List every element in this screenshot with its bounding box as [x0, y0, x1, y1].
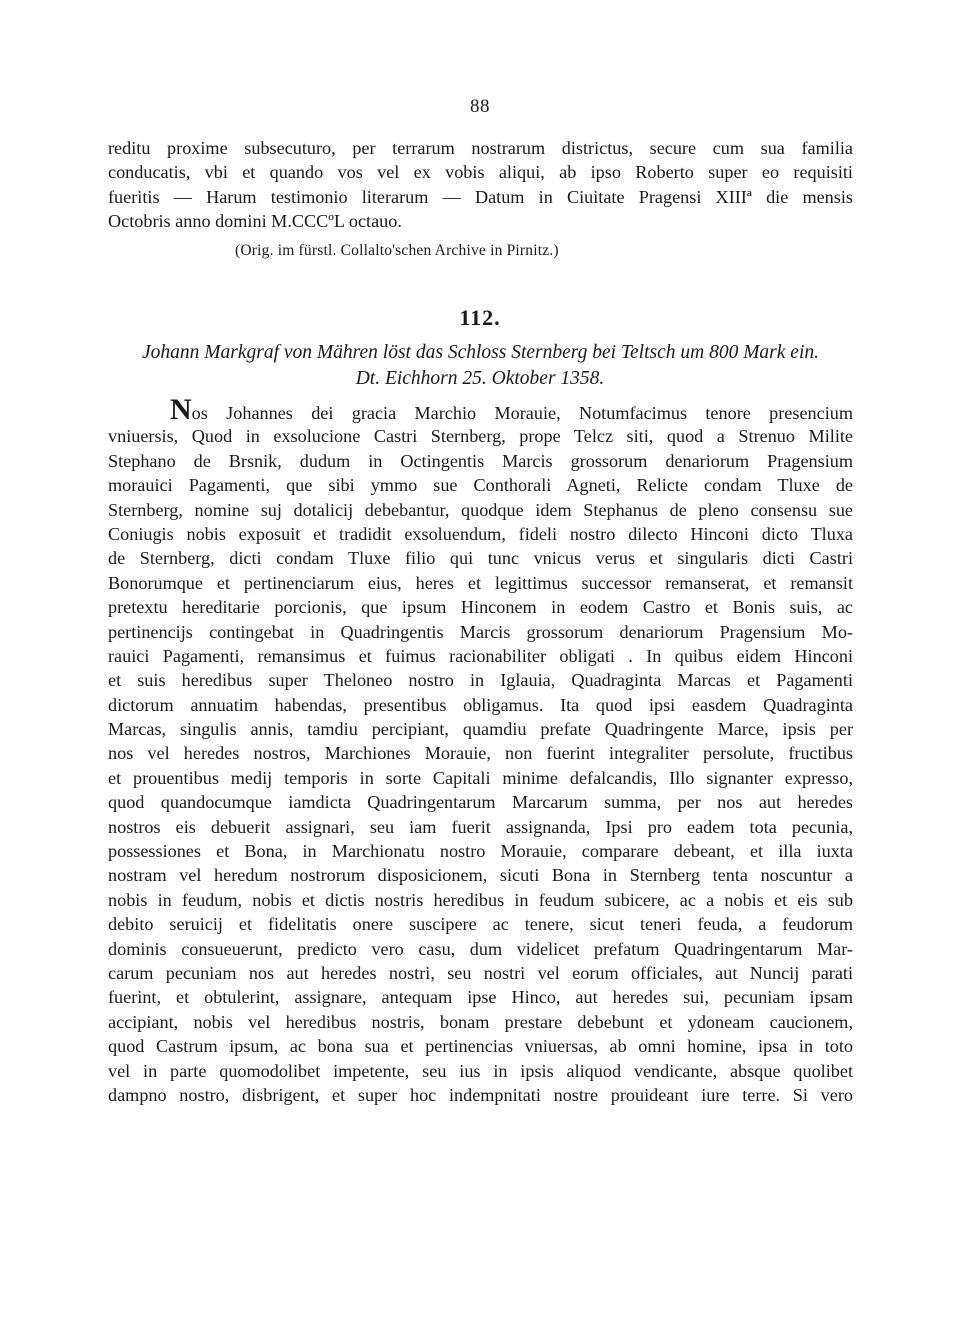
document-number: 112.: [459, 305, 501, 330]
text-line: Marcas, singulis annis, tamdiu percipiant, quamdiu prefate Quadringente Marce, ipsis per: [108, 719, 853, 740]
text-line: dominis consueuerunt, predicto vero casu, dum videlicet prefatum Quadringentarum Mar-: [108, 938, 853, 959]
text-line: dampno nostro, disbrigent, et super hoc indempnitati nostre prouideant iure terre. Si vero: [108, 1084, 853, 1105]
continuation-text: [108, 136, 853, 234]
document-date: Dt. Eichhorn 25. Oktober 1358.: [355, 368, 605, 389]
text-line: conducatis, vbi et quando vos vel ex vobis aliqui, ab ipso Roberto super eo requisiti: [108, 162, 853, 183]
text-line: nos vel heredes nostros, Marchiones Morauie, non fuerint integraliter persolute, fructibus: [108, 743, 853, 764]
text-line: quod Castrum ipsum, ac bona sua et pertinencias vniuersas, ab omni homine, ipsa in toto: [108, 1036, 853, 1057]
text-line: de Sternberg, dicti condam Tluxe filio qui tunc vnicus verus et singularis dicti Castri: [108, 548, 853, 569]
text-line: nostros eis debuerit assignari, seu iam fuerit assignanda, Ipsi pro eadem tota pecunia,: [108, 816, 853, 837]
text-line: fueritis — Harum testimonio literarum — Datum in Ciuitate Pragensi XIIIª die mensis: [108, 186, 853, 207]
text-line: nobis in feudum, nobis et dictis nostris heredibus in feudum subicere, ac a nobis et eis sub: [108, 889, 853, 910]
document-body: [108, 393, 853, 1107]
text-line: Sternberg, nomine suj dotalicij debebantur, quodque idem Stephanus de pleno consensu sue: [108, 499, 853, 520]
text-line: accipiant, nobis vel heredibus nostris, bonam prestare debebunt et ydoneam caucionem,: [108, 1011, 853, 1032]
page-number: 88: [470, 96, 490, 117]
text-line: debito seruicij et fidelitatis onere suscipere ac tenere, sicut teneri feuda, a feudorum: [108, 914, 853, 935]
text-line: reditu proxime subsecuturo, per terrarum nostrarum districtus, secure cum sua familia: [108, 138, 853, 158]
text-line: possessiones et Bona, in Marchionatu nostro Morauie, comparare debeant, et illa iuxta: [108, 841, 853, 862]
text-line: carum pecuniam nos aut heredes nostri, seu nostri vel eorum officiales, aut Nuncij parati: [108, 962, 853, 983]
text-line: pretextu hereditarie porcionis, que ipsum Hinconem in eodem Castro et Bonis suis, ac: [108, 597, 853, 618]
text-line: vel in parte quomodolibet impetente, seu ius in ipsis aliquod vendicante, absque quolibet: [108, 1060, 853, 1081]
text-line: et prouentibus medij temporis in sorte Capitali minime defalcandis, Illo signanter expresso,: [108, 767, 853, 788]
text-line: quod quandocumque iamdicta Quadringentarum Marcarum summa, per nos aut heredes: [108, 792, 853, 813]
text-line: dictorum annuatim habendas, presentibus obligamus. Ita quod ipsi easdem Quadraginta: [108, 694, 853, 715]
text-line: morauici Pagamenti, que sibi ymmo sue Conthorali Agneti, Relicte condam Tluxe de: [108, 475, 853, 496]
source-note: (Orig. im fürstl. Collalto'schen Archive in Pirnitz.): [235, 242, 559, 259]
text-line: et suis heredibus super Theloneo nostro in Iglauia, Quadraginta Marcas et Pagamenti: [108, 670, 853, 691]
text-line: Octobris anno domini M.CCCºL octauo.: [108, 211, 402, 232]
text-line: Stephano de Brsnik, dudum in Octingentis Marcis grossorum denariorum Pragensium: [108, 450, 853, 471]
text-line: Coniugis nobis exposuit et tradidit exsoluendum, fideli nostro dilecto Hinconi dicto Tluxa: [108, 523, 853, 544]
text-line: pertinencijs contingebat in Quadringentis Marcis grossorum denariorum Pragensium Mo-: [108, 621, 853, 642]
text-line: rauici Pagamenti, remansimus et fuimus racionabiliter obligati . In quibus eidem Hinconi: [108, 645, 853, 666]
text-line: nostram vel heredum nostrorum disposicionem, sicuti Bona in Sternberg tenta noscuntur a: [108, 865, 853, 886]
text-line: fuerint, et obtulerint, assignare, antequam ipse Hinco, aut heredes sui, pecuniam ipsam: [108, 987, 853, 1008]
text-line: Bonorumque et pertinenciarum eius, heres et legittimus successor remanserat, et remansit: [108, 572, 853, 593]
first-line: [108, 393, 853, 426]
text-line: vniuersis, Quod in exsolucione Castri Sternberg, prope Telcz siti, quod a Strenuo Milite: [108, 426, 853, 447]
initial-letter: N: [170, 393, 192, 426]
document-title: Johann Markgraf von Mähren löst das Schloss Sternberg bei Teltsch um 800 Mark ein.: [141, 342, 819, 363]
first-line-text: os Johannes dei gracia Marchio Morauie, Notumfacimus tenore presencium: [191, 403, 853, 423]
